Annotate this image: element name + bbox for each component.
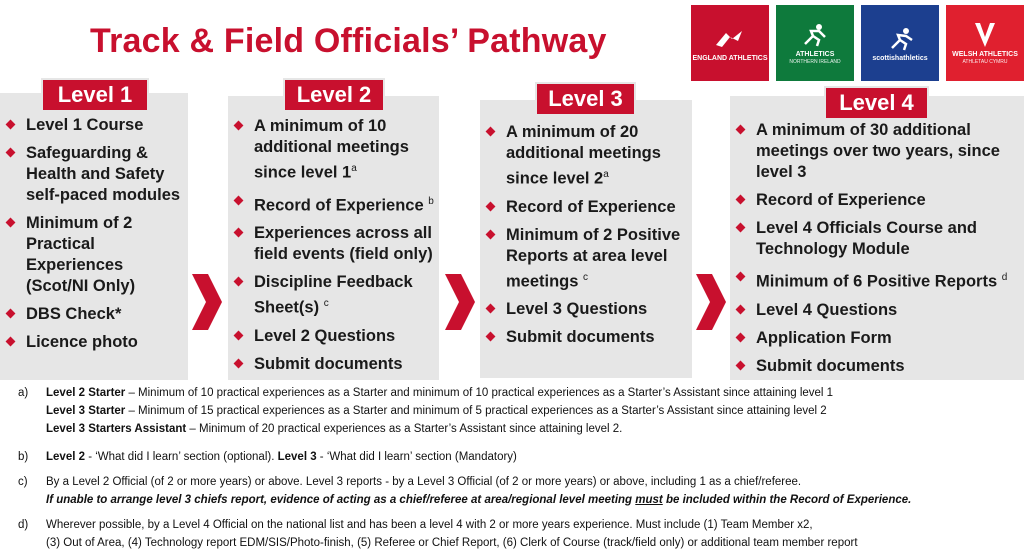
bullet-diamond-icon [486, 304, 496, 314]
level-1-badge: Level 1 [43, 80, 147, 110]
bullet-diamond-icon [234, 121, 244, 131]
level-3-list [484, 122, 688, 348]
bullet-diamond-icon [736, 304, 746, 314]
list-item: Record of Experience [734, 190, 1020, 211]
logo-name: scottishathletics [872, 54, 928, 62]
list-item: DBS Check* [4, 304, 184, 325]
list-item: Level 4 Questions [734, 300, 1020, 321]
bullet-diamond-icon [234, 358, 244, 368]
bullet-diamond-icon [6, 218, 16, 228]
welsh-athletics-mark-icon [970, 20, 1000, 50]
list-item: A minimum of 30 additional meetings over two years, since level 3 [734, 120, 1020, 183]
logo-subtitle: ATHLETAU CYMRU [962, 59, 1008, 65]
bullet-diamond-icon [736, 195, 746, 205]
level-2-list [232, 116, 435, 375]
footnote-key: d) [18, 519, 29, 531]
list-item: Level 2 Questions [232, 326, 435, 347]
bullet-diamond-icon [234, 277, 244, 287]
list-item: A minimum of 20 additional meetings since level 2$^a$ [484, 122, 688, 190]
footnote-key: b) [18, 451, 29, 463]
bullet-diamond-icon [486, 332, 496, 342]
list-item: Application Form [734, 328, 1020, 349]
chevron-right-icon [694, 272, 728, 332]
scottish-athletics-logo [861, 5, 939, 81]
bullet-diamond-icon [736, 360, 746, 370]
list-item: A minimum of 10 additional meetings since level 1$^a$ [232, 116, 435, 184]
level-2-badge: Level 2 [285, 80, 383, 110]
logo-subtitle: NORTHERN IRELAND [789, 59, 841, 65]
chevron-right-icon [190, 272, 224, 332]
list-item: Level 1 Course [4, 115, 184, 136]
bullet-diamond-icon [234, 195, 244, 205]
bullet-diamond-icon [486, 229, 496, 239]
list-item: Record of Experience $^b$ [232, 191, 435, 217]
logo-name: ATHLETICS [795, 51, 835, 58]
list-item: Level 4 Officials Course and Technology Module [734, 218, 1020, 260]
bullet-diamond-icon [6, 337, 16, 347]
list-item: Minimum of 6 Positive Reports $^d$ [734, 267, 1020, 293]
list-item: Submit documents [484, 327, 688, 348]
list-item: Submit documents [734, 356, 1020, 377]
list-item: Level 3 Questions [484, 299, 688, 320]
list-item: Minimum of 2 Practical Experiences (Scot/NI Only) [4, 213, 184, 297]
logo-name: ENGLAND ATHLETICS [692, 54, 768, 62]
bullet-diamond-icon [736, 272, 746, 282]
england-athletics-logo [691, 5, 769, 81]
level-1-list [4, 115, 184, 353]
footnote-key: c) [18, 476, 28, 488]
level-4-badge: Level 4 [826, 88, 927, 118]
bullet-diamond-icon [234, 330, 244, 340]
bullet-diamond-icon [6, 148, 16, 158]
list-item: Minimum of 2 Positive Reports at area level meetings $^c$ [484, 225, 688, 293]
footnote-key: a) [18, 387, 29, 399]
bullet-diamond-icon [736, 223, 746, 233]
bullet-diamond-icon [6, 120, 16, 130]
list-item: Discipline Feedback Sheet(s) $^c$ [232, 272, 435, 319]
bullet-diamond-icon [234, 228, 244, 238]
runner-icon [797, 20, 833, 50]
chevron-right-icon [443, 272, 477, 332]
bullet-diamond-icon [486, 201, 496, 211]
page-title: Track & Field Officials’ Pathway [90, 22, 607, 60]
level-1-box [0, 93, 188, 380]
level-4-list [734, 120, 1020, 377]
logo-name: WELSH ATHLETICS [952, 51, 1018, 58]
level-3-box [480, 100, 692, 378]
level-4-box [730, 96, 1024, 380]
bullet-diamond-icon [486, 127, 496, 137]
list-item: Experiences across all field events (field only) [232, 223, 435, 265]
bullet-diamond-icon [736, 332, 746, 342]
list-item: Record of Experience [484, 197, 688, 218]
level-2-box [228, 96, 439, 380]
list-item: Submit documents [232, 354, 435, 375]
welsh-athletics-logo [946, 5, 1024, 81]
athletics-ni-logo [776, 5, 854, 81]
england-athletics-mark-icon [712, 24, 748, 54]
level-3-badge: Level 3 [537, 84, 634, 114]
list-item: Licence photo [4, 332, 184, 353]
bullet-diamond-icon [736, 125, 746, 135]
bullet-diamond-icon [6, 309, 16, 319]
list-item: Safeguarding & Health and Safety self-paced modules [4, 143, 184, 206]
runner-icon [882, 24, 918, 54]
